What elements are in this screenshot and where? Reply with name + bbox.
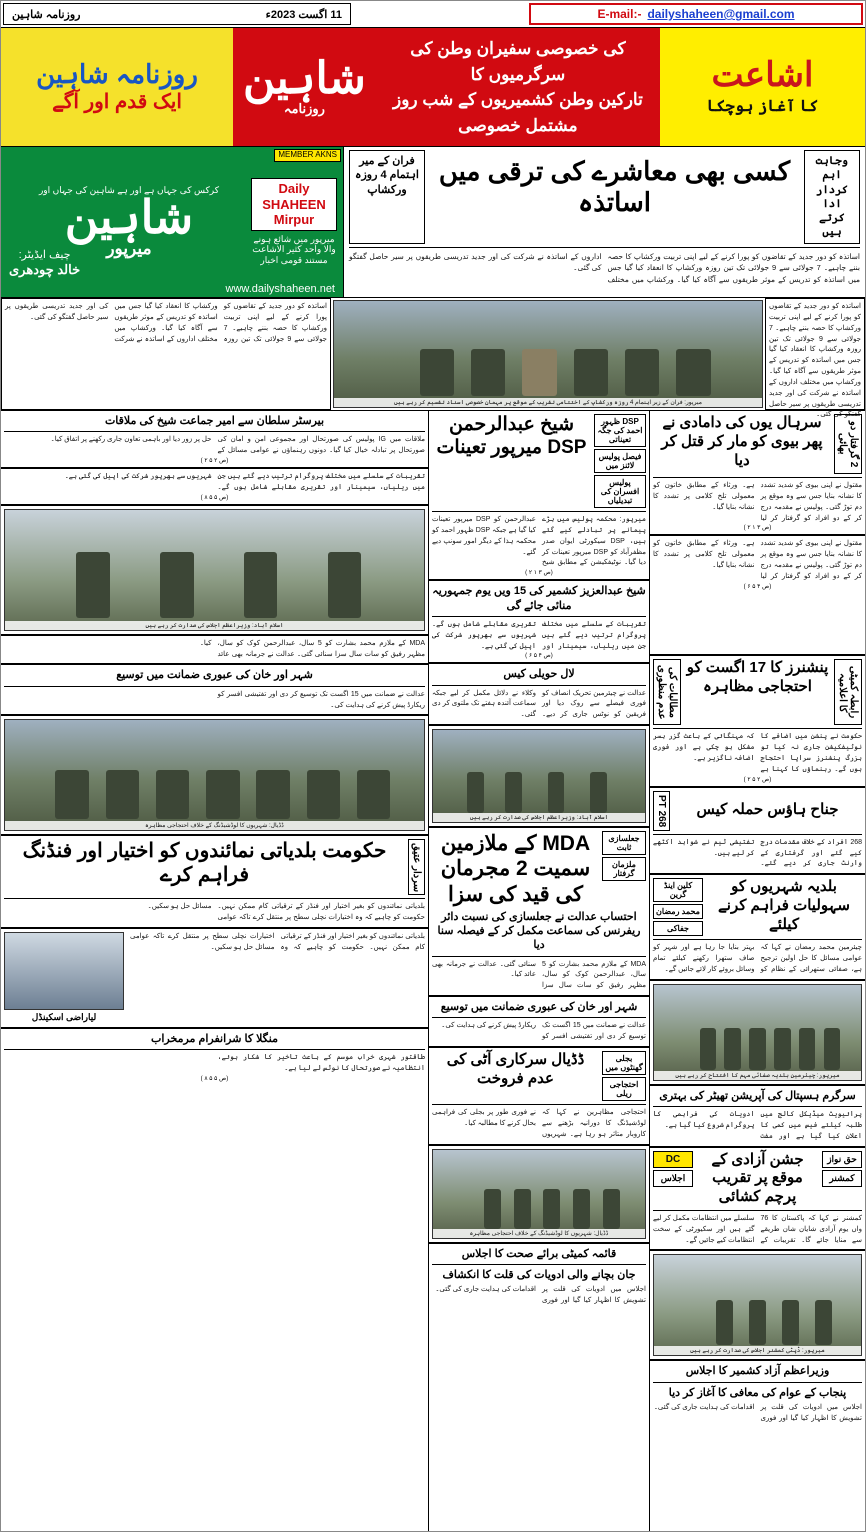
article-funds	[1, 834, 428, 929]
column-right	[1, 411, 428, 1532]
funds-extra-body: بلدیاتی نمائندوں کو بغیر اختیار اور فنڈز کے ترقیاتی کام ممکن نہیں۔ حکومت کو چاہیے کہ وہ اختیارات نچلی سطح پر منتقل کرے تاکہ عوامی مسائل حل ہو سکیں۔	[130, 933, 425, 951]
pension-headline: پنشنرز کا 17 اگست کو احتجاجی مظاہرہ	[686, 659, 829, 696]
bail-right-body: عدالت نے ضمانت میں 15 اگست تک توسیع کر دی اور تفتیشی افسر کو ریکارڈ پیش کرنے کی ہدایت کی۔	[217, 690, 425, 709]
article-bail-right	[1, 665, 428, 716]
funds-extra	[127, 929, 428, 957]
meeting-photo-caption: اسلام آباد: وزیراعظم اجلاس کی صدارت کر رہے ہیں	[5, 621, 424, 630]
crime-body: مقتول نے اپنی بیوی کو شدید تشدد کا نشانہ بنایا جس سے وہ موقع پر دم توڑ گئی۔ پولیس نے مقدمہ درج کر کے دو افراد کو گرفتار کر لیا ہے۔ ورثاء کے مطابق خاتون کو معمولی تلخ کلامی پر تشدد کا نشانہ بنایا گیا۔	[653, 482, 862, 522]
flag-body: کمشنر نے کہا کہ پاکستان کا 76 واں یوم آزادی شایان شان طریقے سے منایا جائے گا۔ تقریبات کے سلسلے میں انتظامات مکمل کر لیے گئے ہیں اور سکیورٹی کے سخت انتظامات کیے جائیں گے۔	[653, 1214, 862, 1244]
bottom-right-headline: منگلا کا شرانفرام مرمخراب	[151, 1032, 278, 1045]
masthead-right-line2: ایک قدم اور آگے	[52, 90, 182, 113]
cabinet-headline: قائمہ کمیٹی برائے صحت کا اجلاس	[461, 1247, 617, 1260]
jashn15-headline: شیخ عبدالعزیز کشمیر کی 15 ویں یوم جمہوریہ منائی جائے گی	[432, 585, 646, 612]
masthead-left	[660, 28, 865, 146]
article-hospital	[650, 1084, 865, 1148]
pension-body: حکومت نے پنشن میں اضافے کا نوٹیفکیشن جاری نہ کیا تو بزرگ پنشنرز سراپا احتجاج ہوں گے۔ رہنماؤں کا کہنا ہے کہ مہنگائی کے باعث گزر بسر مشکل ہو چکی ہے اور فوری اضافہ ناگزیر ہے۔	[653, 733, 862, 773]
mda-body: MDA کے ملازم محمد بشارت کو 5 سال، عبدالرحمن کوک کو سال، مظہر رفیق کو سات سال سزا سنائی گئی۔ عدالت نے جرمانہ بھی عائد کیا۔	[432, 960, 646, 990]
flag-tag-0: DC	[653, 1151, 693, 1168]
column-middle	[428, 411, 649, 1532]
rally-photo-caption: ڈڈیال: شہریوں کا لوڈشیڈنگ کے خلاف احتجاجی مظاہرہ	[5, 821, 424, 830]
chief-editor	[9, 248, 80, 279]
meeting-photo	[4, 509, 425, 631]
masthead-right	[1, 28, 233, 146]
masthead-center	[233, 28, 660, 146]
masthead-center-title: شاہین	[243, 54, 366, 103]
paper-name-small: روزنامہ شاہین	[12, 8, 81, 21]
article-mda-right	[1, 634, 428, 666]
logo-urdu-title: شاہین	[64, 190, 194, 243]
jinnah-code: 268 PT	[653, 791, 670, 831]
divider	[349, 247, 860, 248]
article-dityal	[429, 1048, 649, 1146]
aks-member-badge: MEMBER AKNS	[274, 149, 341, 162]
article-ramzan	[650, 875, 865, 981]
dityal-photo-caption: ڈڈیال: شہریوں کا لوڈشیڈنگ کے خلاف احتجاجی مظاہرہ	[433, 1229, 645, 1238]
dsp-tag-2: پولیس افسران کی تبدیلیاں	[594, 475, 646, 508]
cabinet-note-right: پنجاب کے عوام کی معافی کا آغاز کر دیا	[668, 1386, 847, 1399]
dsp-tag-1: فیصل پولیس لائنز میں	[594, 449, 646, 473]
ramzan-tag-0: کلین اینڈ گرین	[653, 878, 703, 902]
lead-side-note-text: اساتذہ کو دور جدید کے تقاضوں کو پورا کرنے کے لیے اپنی تربیت ورکشاپ کا حصہ بننے چاہیے۔ 7 جولائی سے 9 جولائی تک تین روزہ ورکشاپ کا انعقاد کیا گیا جس میں اساتذہ کو تدریس کے موثر طریقوں سے آگاہ کیا گیا۔ ورکشاپ میں مختلف اداروں کے اساتذہ نے شرکت کی اور جدید تدریسی طریقوں پر سیر حاصل گفتگو کی گئی۔	[769, 303, 862, 419]
flag-photo	[653, 1254, 862, 1356]
column-left	[649, 411, 865, 1532]
profile-row	[1, 929, 428, 1027]
masthead-left-bottom: کا آغاز ہوچکا	[706, 98, 819, 115]
lead-headline-block	[343, 147, 865, 297]
dsp-tag-0: DSP ظہور احمد کی جگہ تعیناتی	[594, 414, 646, 447]
article-jashn-right	[1, 469, 428, 506]
lead-kicker-left	[349, 150, 425, 244]
person-portrait	[4, 932, 124, 1010]
funds-headline: حکومت بلدیاتی نمائندوں کو اختیار اور فنڈنگ فراہم کرے	[22, 840, 387, 887]
masthead-center-sub: روزنامہ	[283, 101, 325, 116]
meeting-body: ملاقات میں IG پولیس کی صورتحال اور مجموعی امن و امان کی صورتحال پر تبادلہ خیال کیا گیا۔ دونوں رہنماؤں نے عوامی مسائل کے حل پر زور دیا اور باہمی تعاون جاری رکھنے پر اتفاق کیا۔	[50, 436, 426, 455]
dityal-headline: ڈڈیال سرکاری آٹی کی عدم فروخت	[446, 1051, 585, 1087]
bottom-right-body: طاقتور شہری خراب موسم کے باعث تاخیر کا شکار ہوئے، انتظامیہ نے صورتحال کا نوٹس لے لیا ہے۔	[217, 1054, 425, 1072]
chief-editor-name: خالد چودھری	[9, 262, 81, 278]
bail-right-headline: شہر اور خان کی عبوری ضمانت میں توسیع	[116, 669, 313, 682]
masthead-center-line-top: کی خصوصی سفیران وطن کی سرگرمیوں کا	[410, 39, 626, 84]
date-text: 11 اگست 2023ء	[265, 8, 342, 21]
article-jashn15	[429, 581, 649, 664]
logo-underbar	[1, 298, 331, 410]
masthead	[1, 28, 865, 147]
bottom-right-ref: (ص ۵ ۵ ۸ )	[200, 1075, 229, 1082]
crime-ref: (ص ۳ ۱ ۲ )	[743, 525, 772, 532]
article-bail	[429, 997, 649, 1048]
lead-photo-caption: میرپور: فران کے زیر اہتمام 4 روزہ ورکشاپ کے اختتامی تقریب کے موقع پر مہمان خصوصی اسناد تقسیم کر رہے ہیں	[334, 398, 762, 407]
funds-body: بلدیاتی نمائندوں کو بغیر اختیار اور فنڈز کے ترقیاتی کام ممکن نہیں۔ حکومت کو چاہیے کہ وہ اختیارات نچلی سطح پر منتقل کرے تاکہ عوامی مسائل حل ہو سکیں۔	[147, 903, 425, 922]
dityal-body: احتجاجی مظاہرین نے کہا کہ لوڈشیڈنگ کا دورانیہ بڑھنے سے کاروبار متاثر ہو رہا ہے۔ شہریوں نے فوری طور پر بجلی کی فراہمی بحال کرنے کا مطالبہ کیا۔	[432, 1109, 646, 1138]
flag-headline: جشن آزادی کے موقع پر تقریب پرچم کشائی	[711, 1150, 804, 1206]
lead-headline: کسی بھی معاشرے کی ترقی میں اساتذہ	[438, 156, 791, 218]
logo-underbar-text: اساتذہ کو دور جدید کے تقاضوں کو پورا کرنے کے لیے اپنی تربیت ورکشاپ کا حصہ بننے چاہیے۔ 7 جولائی سے 9 جولائی تک تین روزہ ورکشاپ کا انعقاد کیا گیا جس میں اساتذہ کو تدریس کے موثر طریقوں سے آگاہ کیا گیا۔ ورکشاپ میں مختلف اداروں کے اساتذہ نے شرکت کی اور جدید تدریسی طریقوں پر سیر حاصل گفتگو کی گئی۔	[5, 303, 328, 343]
haveli-photo-caption: اسلام آباد: وزیراعظم اجلاس کی صدارت کر رہے ہیں	[433, 813, 645, 822]
flag-tag-3: کمشنر	[822, 1170, 862, 1187]
bail-body: عدالت نے ضمانت میں 15 اگست تک توسیع کر دی اور تفتیشی افسر کو ریکارڈ پیش کرنے کی ہدایت کی۔	[441, 1022, 646, 1041]
email-block[interactable]	[529, 3, 863, 25]
mda-right-body: MDA کے ملازم محمد بشارت کو 5 سال، عبدالرحمن کوک کو سال، مظہر رفیق کو سات سال سزا سنائی گئی۔ عدالت نے جرمانہ بھی عائد کیا۔	[199, 639, 426, 658]
ramzan-headline: بلدیہ شہریوں کو سہولیات فراہم کرنے کیلئے	[718, 878, 850, 933]
lead-photo-row	[1, 298, 865, 419]
daily-shaheen-white-box: Daily SHAHEEN Mirpur	[251, 178, 337, 231]
ramzan-photo-caption: میرپور: چیئرمین بلدیہ صفائی مہم کا افتتاح کر رہے ہیں	[654, 1071, 861, 1080]
meeting-headline: بیرسٹر سلطان سے امیر جماعت شیخ کی ملاقات	[104, 415, 325, 427]
article-jinnah-house	[650, 788, 865, 876]
lead-side-note	[765, 298, 865, 419]
mda-headline: MDA کے ملازمین سمیت 2 مجرمان کی قید کی سزا	[440, 832, 591, 906]
article-mda	[429, 826, 649, 997]
top-bar	[1, 1, 865, 28]
jinnah-headline: جناح ہاؤس حملہ کیس	[696, 801, 839, 819]
chief-editor-label: چیف ایڈیٹر:	[18, 248, 71, 261]
dityal-photo	[432, 1149, 646, 1239]
cabinet-note-left: وزیراعظم آزاد کشمیر کا اجلاس	[685, 1365, 830, 1378]
flag-photo-caption: میرپور: ڈپٹی کمشنر اجلاس کی صدارت کر رہے ہیں	[654, 1346, 861, 1355]
newspaper-logo	[1, 147, 343, 297]
cabinet-mid-body: اجلاس میں ادویات کی قلت پر تشویش کا اظہار کیا گیا اور فوری اقدامات کی ہدایت جاری کی گئی۔	[435, 1286, 646, 1305]
article-flag	[650, 1148, 865, 1252]
article-pension	[650, 656, 865, 787]
meeting-ref: (ص ۲ ۵ ۲ )	[200, 457, 229, 464]
haveli-photo	[432, 729, 646, 823]
article-cabinet-left	[650, 1359, 865, 1427]
jashn-right-ref: (ص ۵ ۵ ۸ )	[200, 494, 229, 501]
ramzan-tag-1: محمد رمضان	[653, 904, 703, 919]
jashn-right-body: تقریبات کے سلسلے میں مختلف پروگرام ترتیب دیے گئے ہیں جن میں ریلیاں، سیمینار اور تقریری مقابلے شامل ہوں گے۔ شہریوں سے بھرپور شرکت کی اپیل کی گئی ہے۔	[64, 472, 425, 491]
flag-tag-2: حق نواز	[822, 1151, 862, 1168]
article-bottom-right	[1, 1027, 428, 1085]
article-crime-extra	[650, 536, 865, 656]
haveli-headline: لال حویلی کیس	[503, 668, 575, 681]
haveli-body: عدالت نے چیئرمین تحریک انصاف کو فوری فیصلے سے روک دیا اور فریقین کو نوٹس جاری کر دیے۔ وکلاء نے دلائل مکمل کر لیے جبکہ سماعت آئندہ ہفتے تک ملتوی کر دی گئی۔	[432, 689, 646, 719]
logo-tagline-left: میرپور میں شائع ہونے والا واحد کثیر الاشاعت مستند قومی اخبار	[252, 233, 336, 266]
article-court-haveli	[429, 664, 649, 726]
email-label: E-mail:-	[597, 7, 642, 21]
dityal-tag-0: بجلی گھنٹوں میں	[602, 1051, 646, 1075]
email-address[interactable]: dailyshaheen@gmail.com	[647, 7, 795, 21]
logo-city: میرپور	[106, 239, 152, 259]
main-columns	[1, 411, 865, 1532]
topbar-spacer	[353, 1, 527, 27]
article-dsp	[429, 411, 649, 581]
rally-photo	[4, 719, 425, 831]
dsp-body: میرپور: محکمہ پولیس میں بڑے پیمانے پر تبادلے کیے گئے ہیں، DSP سیکورٹی ایوان صدر مظفرآباد کو DSP میرپور تعینات کر دیا گیا۔ نوٹیفکیشن کے مطابق شیخ عبدالرحمن کو DSP میرپور تعینات کیا گیا ہے جبکہ DSP ظہور احمد کو محکمہ ہذا کے دیگر امور سونپ دیے گئے۔	[432, 516, 646, 567]
masthead-right-line1: روزنامہ شاہین	[36, 59, 198, 90]
crime-headline: سرہال یوں کی دامادی نے پھر بیوی کو مار کر قتل کر دیا	[661, 414, 823, 469]
funds-tag: سردار عتیق	[408, 839, 425, 895]
crime-extra-body: مقتول نے اپنی بیوی کو شدید تشدد کا نشانہ بنایا جس سے وہ موقع پر دم توڑ گئی۔ پولیس نے مقدمہ درج کر کے دو افراد کو گرفتار کر لیا ہے۔ ورثاء کے مطابق خاتون کو معمولی تلخ کلامی پر تشدد کا نشانہ بنایا گیا۔	[653, 540, 862, 580]
lead-kicker-right	[804, 150, 860, 244]
logo-website[interactable]: www.dailyshaheen.net	[225, 283, 335, 295]
bail-headline: شہر اور خان کی عبوری ضمانت میں توسیع	[440, 1001, 638, 1014]
lead-kicker-left-text: فران کے میر اہتمام 4 روزہ ورکشاپ	[355, 155, 419, 196]
mda-sub: احتساب عدالت نے جعلسازی کی نسبت دائر ریفرنس کی سماعت مکمل کر کے فیصلہ سنا دیا	[437, 910, 641, 952]
hospital-body: پرائیویٹ میڈیکل کالج میں طلبہ کیلئے فیس میں کمی کا اعلان کیا گیا ہے اور مفت ادویات کی فراہمی کا پروگرام شروع کیا گیا ہے۔	[653, 1111, 862, 1140]
ramzan-body: چیئرمین محمد رمضان نے کہا کہ عوامی مسائل کا حل اولین ترجیح ہے، صفائی ستھرائی کے نظام کو بہتر بنایا جا رہا ہے اور شہر کو صاف ستھرا رکھنے کیلئے تمام وسائل بروئے کار لائے جائیں گے۔	[653, 944, 862, 973]
cabinet-left-body: اجلاس میں ادویات کی قلت پر تشویش کا اظہار کیا گیا اور فوری اقدامات کی ہدایت جاری کی گئی۔	[653, 1404, 862, 1422]
mda-tag-0: جعلسازی ثابت	[602, 831, 646, 855]
jashn15-body: تقریبات کے سلسلے میں مختلف پروگرام ترتیب دیے گئے ہیں جن میں ریلیاں، سیمینار اور تقریری مقابلے شامل ہوں گے۔ شہریوں سے بھرپور شرکت کی اپیل کی گئی ہے۔	[432, 620, 646, 650]
date-block	[3, 3, 351, 25]
crime-extra-ref: (ص ۴ ۵ ۶ )	[743, 583, 772, 590]
pension-tag-1: رابطہ کمیٹی کا اعلامیہ	[834, 659, 862, 725]
crime-side-tag: 2 گرفتار دو بھائی	[834, 414, 862, 474]
masthead-center-line-bottom: تارکین وطن کشمیریوں کے شب روز مشتمل خصوصی	[393, 90, 643, 135]
ramzan-tag-2: جفاکی	[653, 921, 703, 936]
cabinet-sub-left: جان بچانے والی ادویات کی قلت کا انکشاف	[442, 1268, 636, 1281]
flag-tag-1: اجلاس	[653, 1170, 693, 1187]
person-name: لیاراضی اسکینڈل	[31, 1012, 97, 1023]
lead-body: اساتذہ کو دور جدید کے تقاضوں کو پورا کرنے کے لیے اپنی تربیت ورکشاپ کا حصہ بننے چاہیے۔ 7 جولائی سے 9 جولائی تک تین روزہ ورکشاپ کا انعقاد کیا گیا جس میں اساتذہ کو تدریس کے موثر طریقوں سے آگاہ کیا گیا۔ ورکشاپ میں مختلف اداروں کے اساتذہ نے شرکت کی اور جدید تدریسی طریقوں پر سیر حاصل گفتگو کی گئی۔	[349, 251, 861, 285]
ramzan-photo	[653, 984, 862, 1081]
article-crime	[650, 411, 865, 536]
dsp-ref: (ص ۳ ۱ ۲ )	[525, 570, 553, 577]
article-meeting	[1, 411, 428, 469]
lead-and-logo-strip	[1, 147, 865, 298]
jashn15-ref: (ص ۴ ۵ ۶ )	[525, 653, 553, 660]
hospital-headline: سرگرم ہسپتال کی آپریشن تھیٹر کی بہتری	[659, 1089, 856, 1102]
mda-tag-1: ملزمان گرفتار	[602, 857, 646, 881]
lead-photo	[333, 300, 763, 408]
pension-tag-0: مطالبات کی عدم منظوری	[653, 659, 681, 725]
jinnah-body: 268 افراد کے خلاف مقدمات درج کیے گئے اور گرفتاری کے وارنٹ جاری کر دیے گئے۔ تفتیشی ٹیم نے شواہد اکٹھے کر لیے ہیں۔	[653, 838, 862, 868]
dityal-tag-1: احتجاجی ریلی	[602, 1077, 646, 1101]
pension-ref: (ص ۲ ۵ ۲ )	[743, 776, 772, 783]
article-cabinet-mid	[429, 1242, 649, 1310]
masthead-left-top: اشاعت	[711, 56, 814, 94]
dsp-headline: شیخ عبدالرحمن DSP میرپور تعینات	[436, 414, 587, 458]
lead-kicker-right-text: وجاہت اہم کردار ادا کرتے ہیں	[815, 155, 849, 239]
logo-tagline-right: کرکس کی جہاں ہے اور ہے شاہین کی جہاں اور	[38, 184, 220, 195]
